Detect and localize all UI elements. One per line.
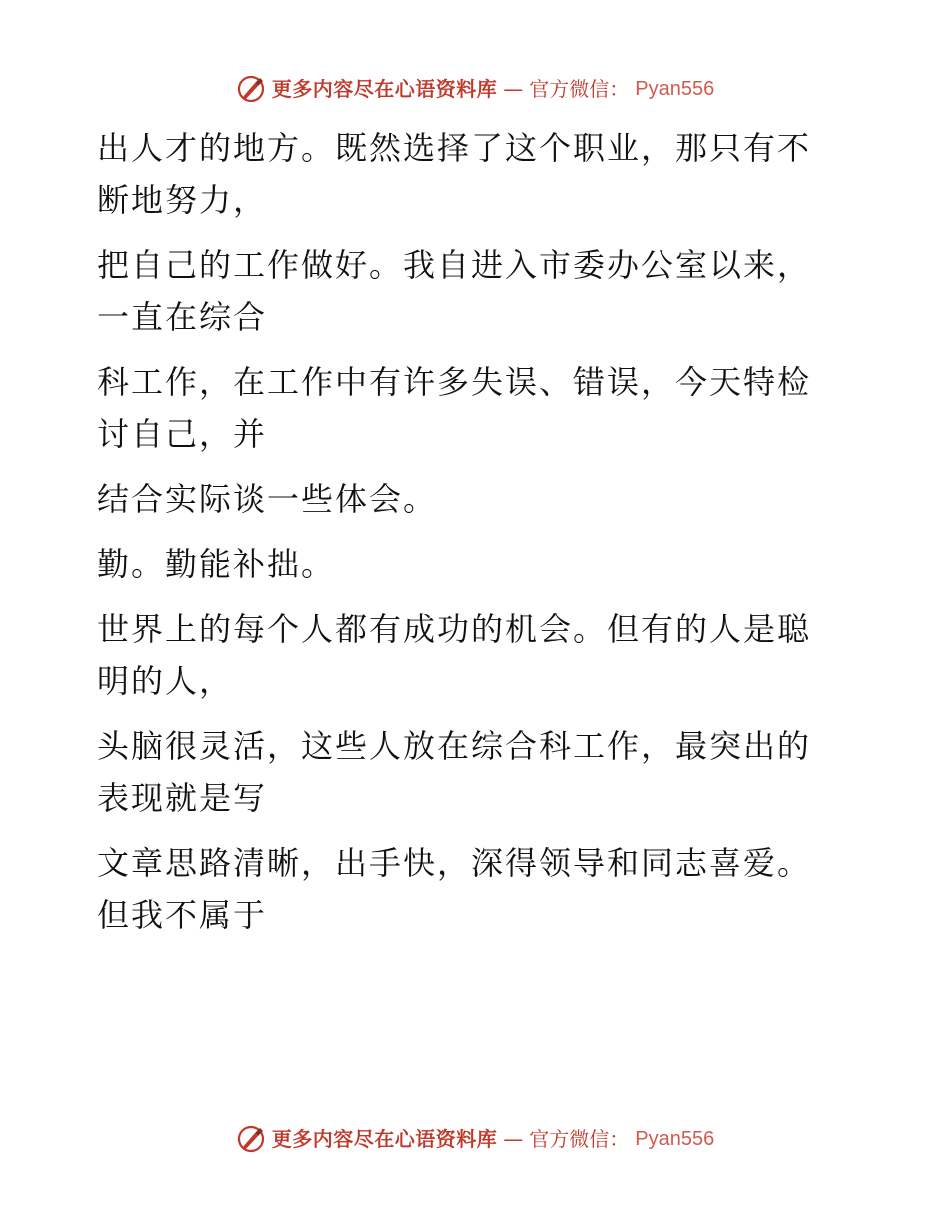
header-banner [0, 74, 950, 104]
pen-circle-icon [236, 1124, 266, 1154]
document-body [97, 122, 837, 954]
header-dash: — [503, 77, 524, 101]
paragraph: 结合实际谈一些体会。 [97, 480, 438, 518]
header-account-id: Pyan556 [635, 78, 715, 100]
pen-circle-icon [236, 74, 266, 104]
footer-handle-label: 官方微信： [529, 1127, 630, 1151]
footer-account-id: Pyan556 [635, 1128, 715, 1150]
paragraph: 文章思路清晰，出手快，深得领导和同志喜爱。但我不属于 [97, 844, 812, 934]
paragraph: 勤。勤能补拙。 [97, 545, 336, 583]
paragraph: 头脑很灵活，这些人放在综合科工作，最突出的表现就是写 [97, 727, 812, 817]
header-handle-label: 官方微信： [529, 77, 630, 101]
header-brand-text: 更多内容尽在心语资料库 [271, 77, 498, 101]
footer-dash: — [503, 1127, 524, 1151]
paragraph: 世界上的每个人都有成功的机会。但有的人是聪明的人， [97, 610, 812, 700]
paragraph: 把自己的工作做好。我自进入市委办公室以来，一直在综合 [97, 246, 812, 336]
paragraph: 出人才的地方。既然选择了这个职业，那只有不断地努力， [97, 129, 812, 219]
paragraph: 科工作，在工作中有许多失误、错误，今天特检讨自己，并 [97, 363, 812, 453]
footer-brand-text: 更多内容尽在心语资料库 [271, 1127, 498, 1151]
footer-banner [0, 1124, 950, 1154]
